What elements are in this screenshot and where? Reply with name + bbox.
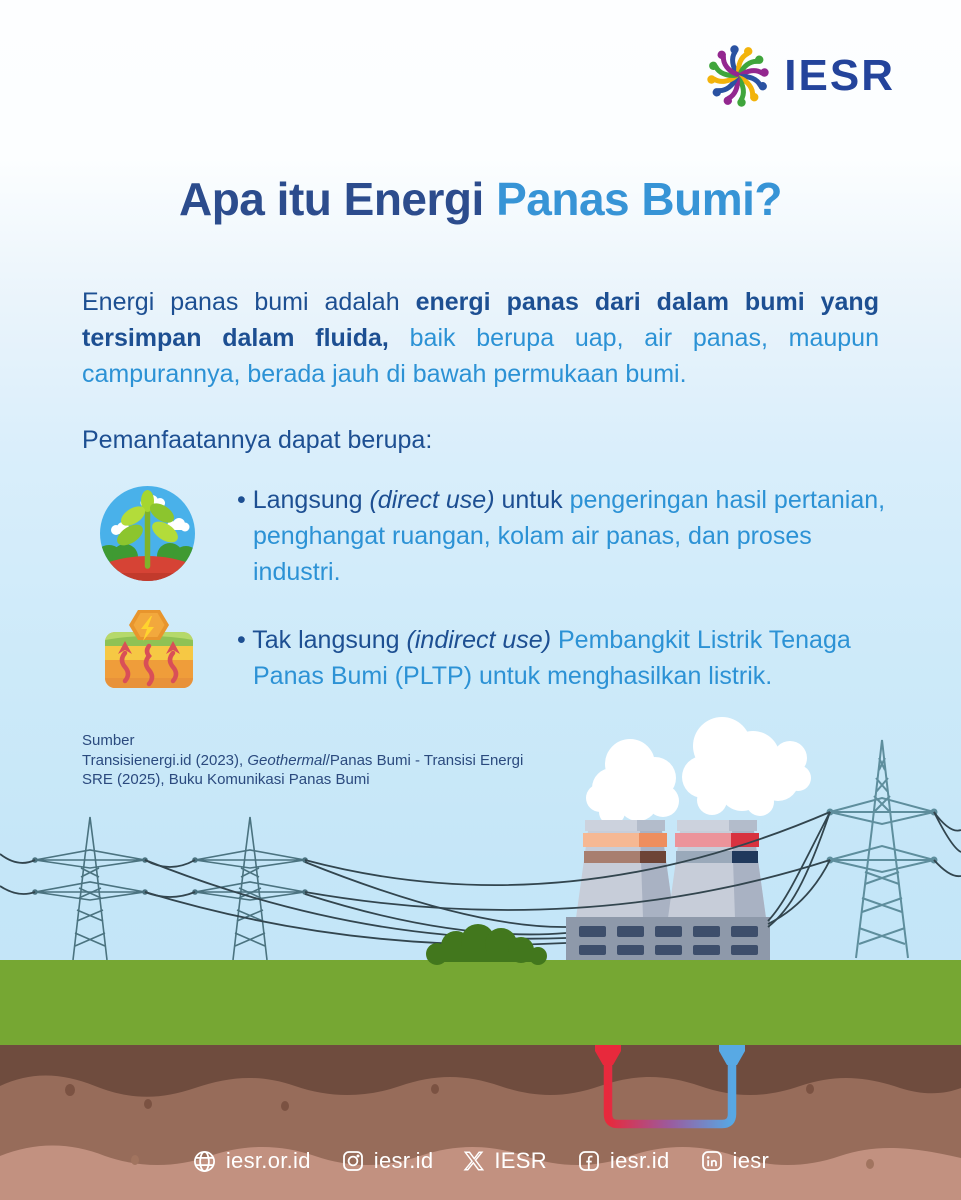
footer-linkedin[interactable] <box>700 1148 770 1174</box>
transmission-tower-left-2 <box>193 817 307 960</box>
footer-facebook-label: iesr.id <box>609 1148 670 1173</box>
footer-website-label: iesr.or.id <box>225 1148 311 1173</box>
power-plant-building <box>566 917 770 963</box>
grass-field <box>0 960 961 1046</box>
title-blue-part: Panas Bumi? <box>496 173 782 225</box>
transmission-tower-left-1 <box>33 817 147 960</box>
bullet-direct-use: • Langsung (direct use) untuk pengeringan hasil pertanian, penghangat ruangan, kolam air panas, dan proses industri. <box>237 486 886 586</box>
x-icon <box>463 1150 485 1172</box>
footer-website[interactable] <box>192 1148 311 1174</box>
cooling-tower-right <box>668 820 766 918</box>
source-note: Sumber Transisienergi.id (2023), Geothermal/Panas Bumi - Transisi Energi SRE (2025), Buku Komunikasi Panas Bumi <box>82 732 524 788</box>
geothermal-plant-illustration <box>0 700 961 1200</box>
intro-seg1: Energi panas bumi adalah <box>82 288 416 316</box>
iesr-logo-icon <box>702 40 774 112</box>
bullet-indirect-use: • Tak langsung (indirect use) Pembangkit Listrik Tenaga Panas Bumi (PLTP) untuk menghasilkan listrik. <box>237 626 851 690</box>
bullet-marker: • <box>237 626 253 654</box>
instagram-icon <box>341 1149 365 1173</box>
underground-layers <box>0 1045 961 1200</box>
bullet-marker: • <box>237 486 253 514</box>
iesr-logo-text: IESR <box>784 51 895 100</box>
facebook-icon <box>577 1149 601 1173</box>
linkedin-icon <box>700 1149 724 1173</box>
intro-seg2: energi panas dari dalam bumi yang tersimpan dalam fluida, <box>82 288 879 352</box>
subheading: Pemanfaatannya dapat berupa: <box>82 426 433 454</box>
iesr-logo <box>702 40 895 112</box>
globe-icon <box>192 1149 217 1174</box>
footer-instagram-label: iesr.id <box>373 1148 434 1173</box>
footer-x-label: IESR <box>494 1148 547 1173</box>
footer-facebook[interactable] <box>577 1148 670 1174</box>
steam-clouds <box>586 717 811 825</box>
bush <box>426 924 547 965</box>
transmission-tower-right <box>828 740 937 958</box>
intro-paragraph <box>82 284 879 392</box>
footer-instagram[interactable] <box>341 1148 434 1174</box>
intro-seg3: baik berupa uap, air panas, maupun campurannya, berada jauh di bawah permukaan bumi. <box>82 324 879 388</box>
page-title <box>0 172 961 226</box>
plant-circle-icon <box>100 486 195 581</box>
title-dark-part: Apa itu Energi <box>178 173 497 225</box>
footer-social-bar <box>0 1148 961 1174</box>
footer-linkedin-label: iesr <box>732 1148 770 1173</box>
footer-x[interactable] <box>463 1148 547 1174</box>
geothermal-icon <box>103 606 195 690</box>
source-label: Sumber <box>82 732 135 749</box>
